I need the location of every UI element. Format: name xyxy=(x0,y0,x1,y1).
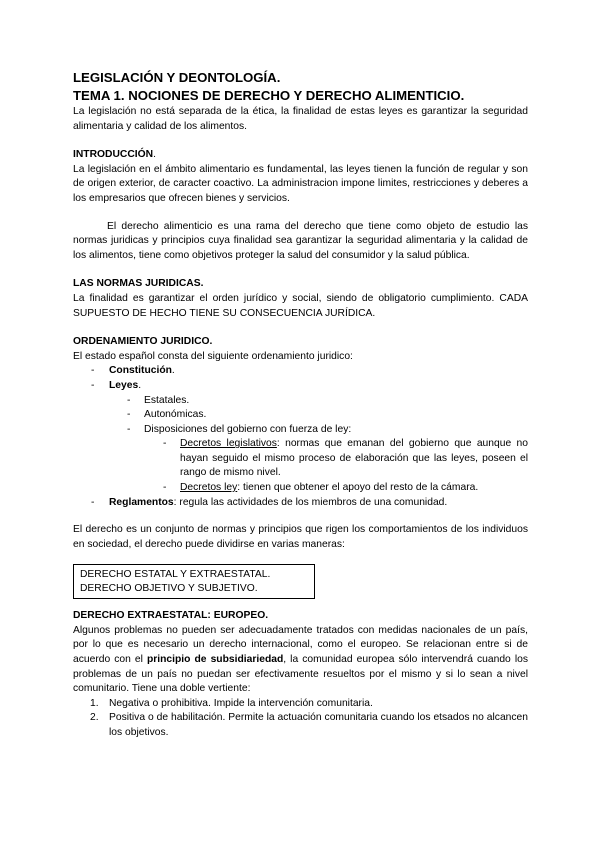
derecho-paragraph: El derecho es un conjunto de normas y principios que rigen los comportamientos de los individuos en sociedad, el derecho puede dividirse en varias maneras: xyxy=(73,524,528,550)
introduccion-paragraph-1: La legislación en el ámbito alimentario es fundamental, las leyes tienen la función de regular y son de origen exterior, de caracter coactivo. La administracion impone limites, restricciones y deberes a los empresarios que ofrecen bienes y servicios. xyxy=(73,163,528,204)
section-heading-normas: LAS NORMAS JURIDICAS. xyxy=(73,278,204,290)
list-item-disposiciones: - Disposiciones del gobierno con fuerza de ley: xyxy=(127,423,352,435)
list-item-autonomicas: - Autonómicas. xyxy=(127,409,207,421)
derecho-types-box xyxy=(73,564,315,599)
document-title: LEGISLACIÓN Y DEONTOLOGÍA. xyxy=(73,70,281,85)
document-page xyxy=(73,70,528,741)
list-item-decretos-legislativos: - Decretos legislativos: normas que emanan del gobierno que aunque no hayan seguido el mismo proceso de elaboración que las leyes, poseen el rango de mismo nivel. xyxy=(163,438,528,479)
list-item-constitucion: - Constitución. xyxy=(91,365,175,377)
intro-paragraph: La legislación no está separada de la ética, la finalidad de estas leyes es garantizar la seguridad alimentaria y calidad de los alimentos. xyxy=(73,106,528,132)
box-line-2: DERECHO OBJETIVO Y SUBJETIVO. xyxy=(80,582,258,594)
vertiente-list xyxy=(73,697,528,741)
list-item: 2. Positiva o de habilitación. Permite la actuación comunitaria cuando los etsados no alcancen los objetivos. xyxy=(90,712,528,738)
introduccion-paragraph-2: El derecho alimenticio es una rama del derecho que tiene como objeto de estudio las normas juridicas y principios cuya finalidad sea garantizar la seguridad alimentaria y la calidad de los alimentos, tiene como objetivos proteger la salud del consumidor y la salud pública. xyxy=(73,220,528,261)
normas-paragraph: La finalidad es garantizar el orden jurídico y social, siendo de obligatorio cumplimiento. CADA SUPUESTO DE HECHO TIENE SU CONSECUENCIA JURÍDICA. xyxy=(73,292,528,319)
section-heading-extraestatal: DERECHO EXTRAESTATAL: EUROPEO. xyxy=(73,610,269,622)
topic-title: TEMA 1. NOCIONES DE DERECHO Y DERECHO ALIMENTICIO. xyxy=(73,88,465,103)
ordenamiento-paragraph: El estado español consta del siguiente ordenamiento juridico: xyxy=(73,350,353,362)
list-item-leyes: - Leyes. xyxy=(91,379,142,391)
extraestatal-paragraph: Algunos problemas no pueden ser adecuadamente tratados con medidas nacionales de un país, por lo que es necesario un derecho internacional, como el europeo. Se relacionan entre si de acuerdo con el principio de subsidiariedad, la comunidad europea sólo intervendrá cuando los problemas de un país no puedan ser efectivamente resueltos por el mismo y si lo sean a nivel comunitario. Tiene una doble vertiente: xyxy=(73,624,528,695)
list-item-decretos-ley: - Decretos ley: tienen que obtener el apoyo del resto de la cámara. xyxy=(163,482,479,494)
list-item-reglamentos: - Reglamentos: regula las actividades de los miembros de una comunidad. xyxy=(91,496,448,508)
list-item-estatales: - Estatales. xyxy=(127,394,190,406)
section-heading-introduccion: INTRODUCCIÓN. xyxy=(73,149,156,161)
box-line-1: DERECHO ESTATAL Y EXTRAESTATAL. xyxy=(80,569,271,581)
ordenamiento-list xyxy=(73,364,528,510)
list-item: 1. Negativa o prohibitiva. Impide la intervención comunitaria. xyxy=(90,697,373,709)
section-heading-ordenamiento: ORDENAMIENTO JURIDICO. xyxy=(73,336,213,348)
